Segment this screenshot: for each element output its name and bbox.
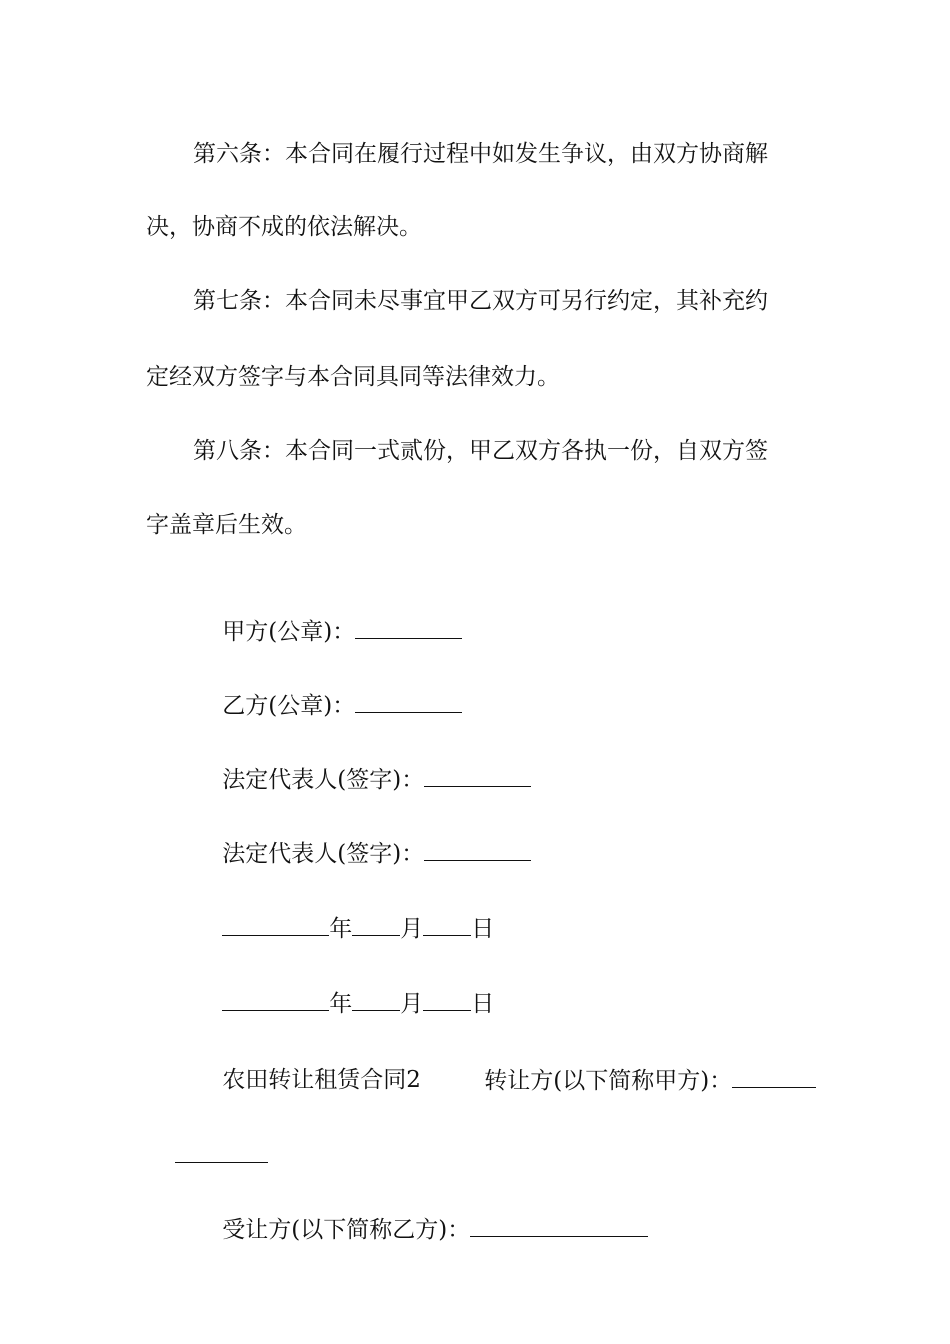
article-7-line-1: 第七条：本合同未尽事宜甲乙双方可另行约定，其补充约 [193,288,768,314]
transferor-blank-2[interactable] [175,1140,268,1163]
year-label: 年 [329,991,353,1017]
article-8-line-1: 第八条：本合同一式贰份，甲乙双方各执一份，自双方签 [193,438,768,464]
contract-2-title: 农田转让租赁合同2 [222,1067,421,1093]
article-6-line-1: 第六条：本合同在履行过程中如发生争议，由双方协商解 [193,141,768,167]
year-label: 年 [329,916,353,942]
party-b-seal-blank[interactable] [355,690,462,713]
transferee-row [193,1184,648,1275]
transferor-row [455,1035,816,1126]
transferor-blank-1[interactable] [732,1065,816,1088]
month-blank[interactable] [352,913,400,936]
transferor-label: 转让方(以下简称甲方)： [484,1068,733,1094]
day-label: 日 [471,991,495,1017]
month-label: 月 [400,916,424,942]
month-blank[interactable] [352,988,400,1011]
transferee-blank[interactable] [470,1214,648,1237]
legal-rep-1-blank[interactable] [424,764,531,787]
article-6-line-2: 决，协商不成的依法解决。 [146,214,422,240]
day-label: 日 [471,916,495,942]
party-b-seal-label: 乙方(公章)： [222,693,356,719]
transferee-label: 受让方(以下简称乙方)： [222,1217,471,1243]
party-a-seal-label: 甲方(公章)： [222,619,356,645]
article-7-line-2: 定经双方签字与本合同具同等法律效力。 [146,364,560,390]
legal-rep-1-label: 法定代表人(签字)： [222,767,425,793]
legal-rep-2-blank[interactable] [424,838,531,861]
article-8-line-2: 字盖章后生效。 [146,512,307,538]
month-label: 月 [400,991,424,1017]
day-blank[interactable] [423,988,471,1011]
day-blank[interactable] [423,913,471,936]
year-blank[interactable] [222,913,329,936]
party-a-seal-blank[interactable] [355,616,462,639]
year-blank[interactable] [222,988,329,1011]
legal-rep-2-label: 法定代表人(签字)： [222,841,425,867]
